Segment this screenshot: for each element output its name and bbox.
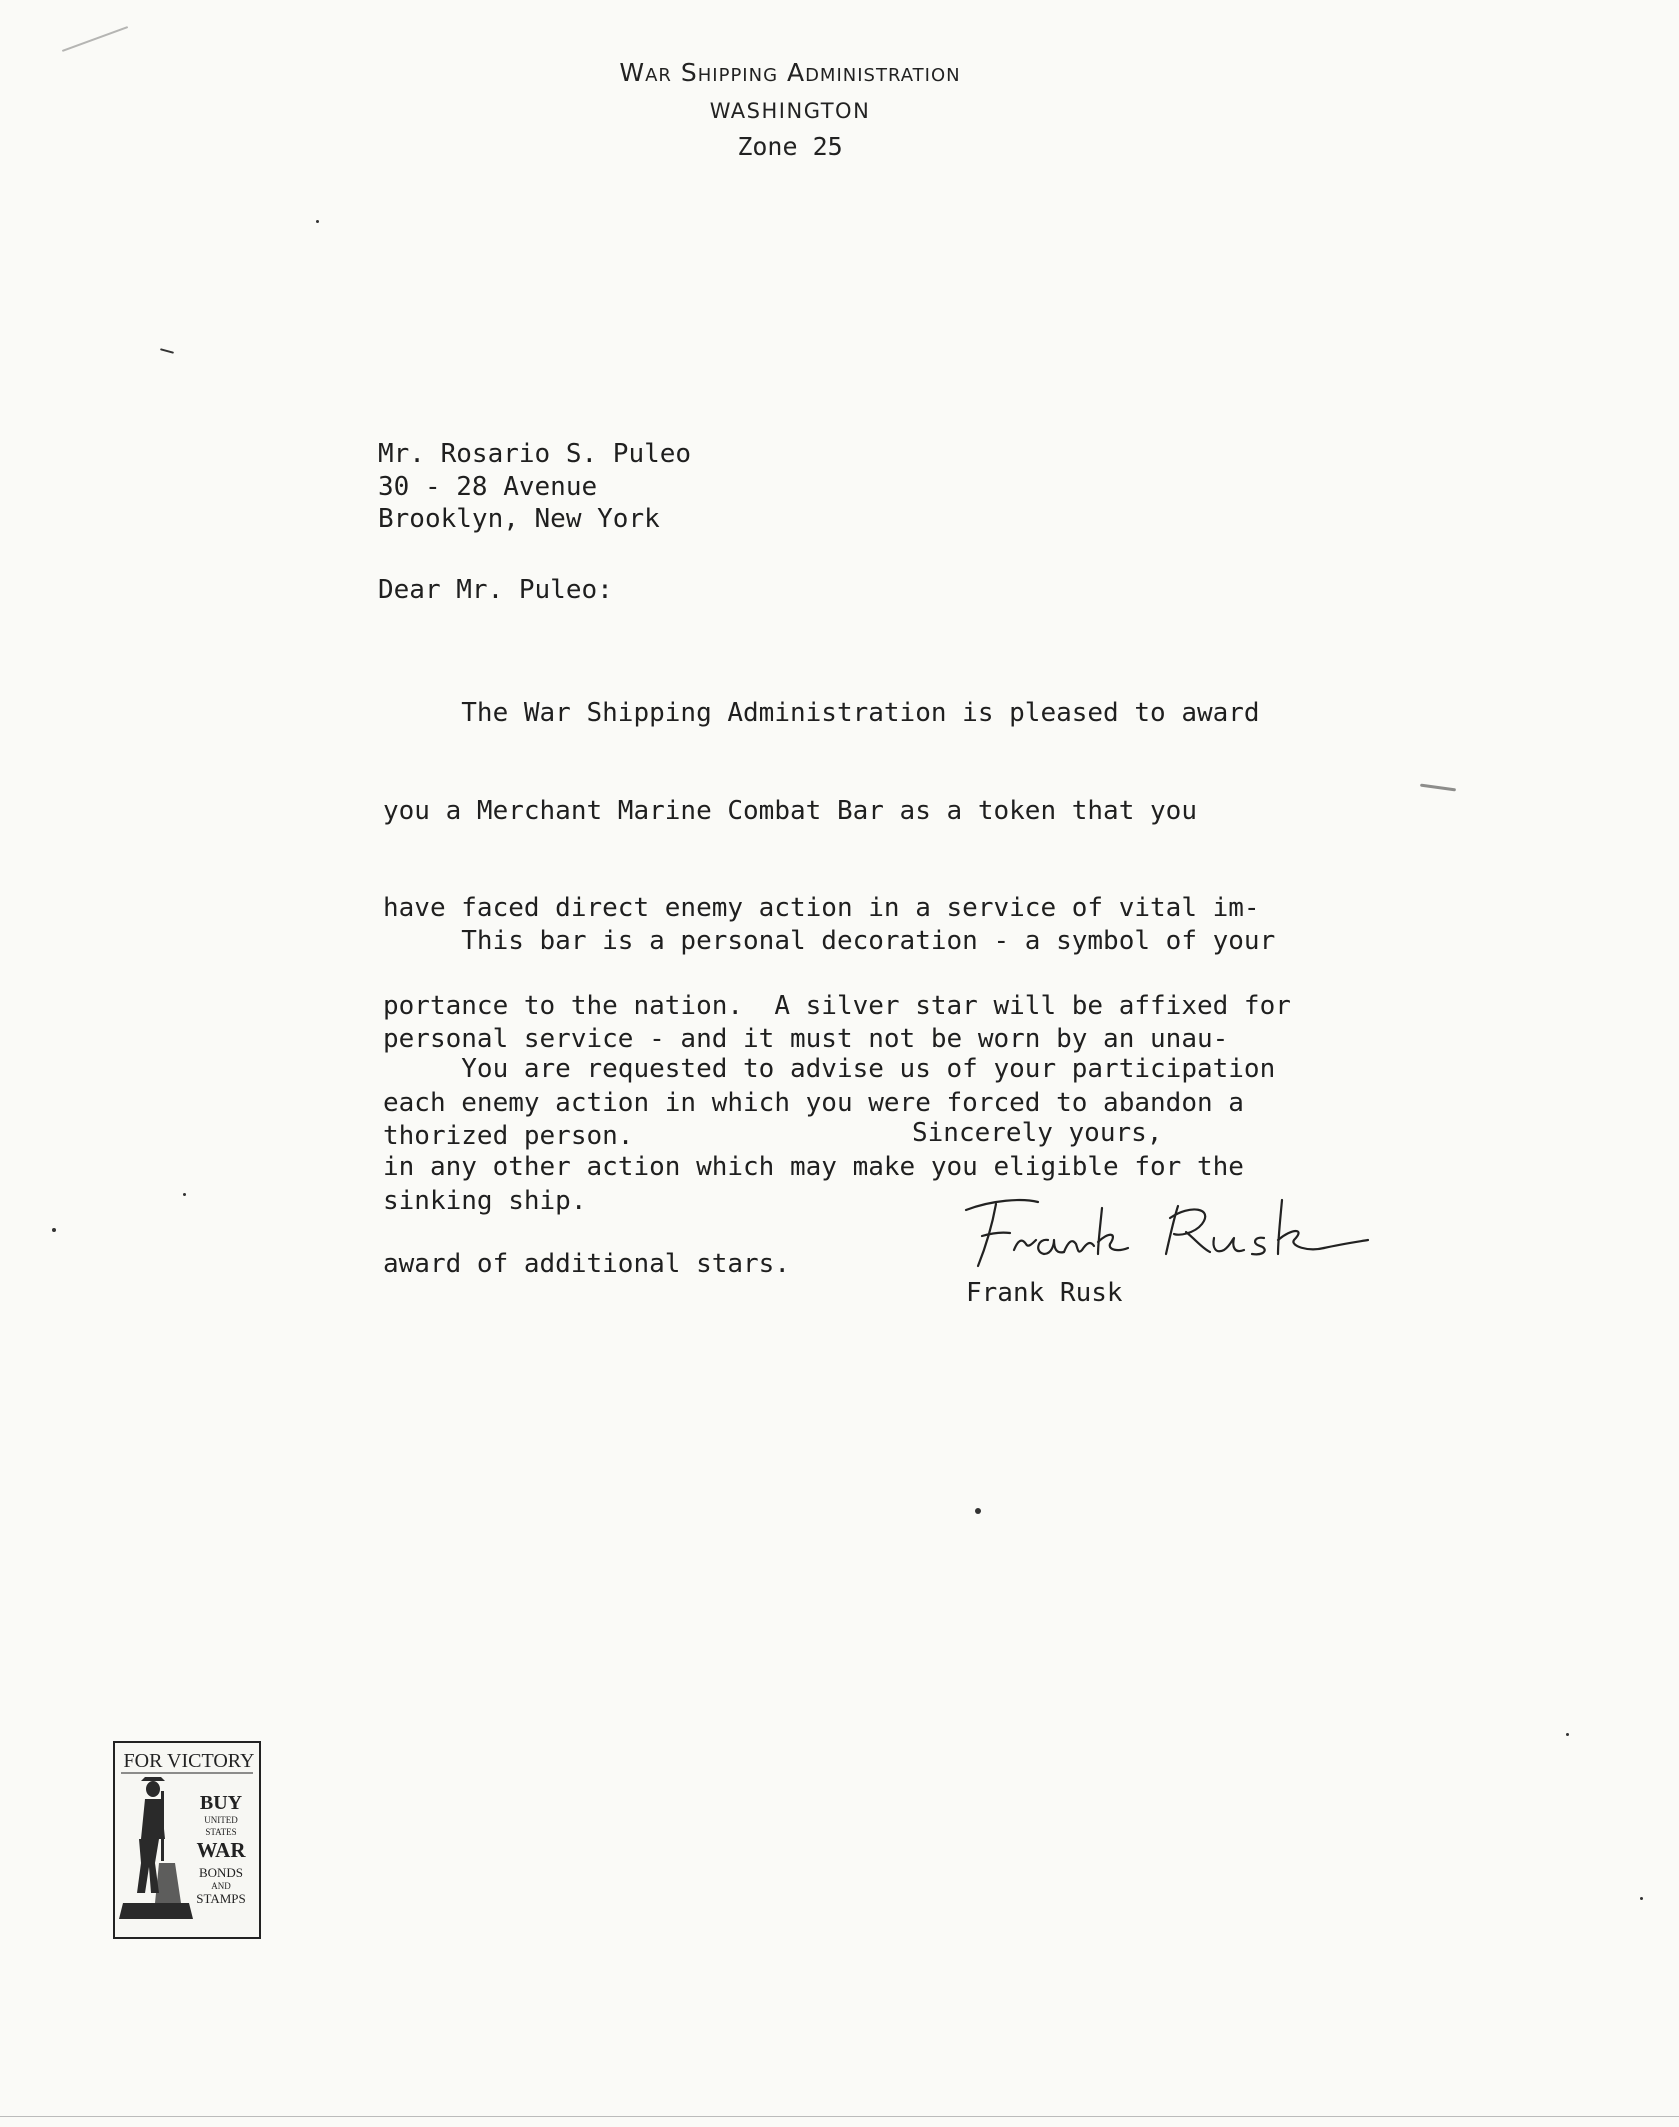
letterhead-organization: War Shipping Administration bbox=[619, 58, 961, 87]
stamp-text: STATES bbox=[205, 1827, 237, 1837]
paper-speck bbox=[52, 1228, 56, 1232]
body-line: portance to the nation. A silver star will be affixed for bbox=[383, 990, 1291, 1021]
paper-speck bbox=[62, 26, 128, 52]
paper-speck bbox=[1420, 784, 1456, 792]
signature-scribble bbox=[952, 1188, 1382, 1278]
closing: Sincerely yours, bbox=[912, 1118, 1163, 1148]
body-paragraph-3 bbox=[383, 988, 1275, 1346]
body-line: thorized person. bbox=[383, 1121, 634, 1151]
page-bottom-edge bbox=[0, 2116, 1679, 2117]
signer-name: Frank Rusk bbox=[966, 1278, 1123, 1308]
war-bonds-stamp-art bbox=[115, 1743, 259, 1937]
body-line: you a Merchant Marine Combat Bar as a token that you bbox=[383, 795, 1197, 826]
body-line: in any other action which may make you eligible for the bbox=[383, 1151, 1244, 1182]
paper-speck bbox=[1566, 1733, 1569, 1736]
war-bonds-stamp bbox=[113, 1741, 261, 1939]
body-line: You are requested to advise us of your participation bbox=[383, 1054, 1276, 1084]
handwritten-signature bbox=[952, 1188, 1382, 1283]
body-line: each enemy action in which you were forced to abandon a bbox=[383, 1088, 1244, 1118]
stamp-text: WAR bbox=[196, 1838, 246, 1862]
body-line: This bar is a personal decoration - a symbol of your bbox=[383, 926, 1276, 956]
paper-speck bbox=[316, 220, 319, 223]
paper-speck bbox=[975, 1508, 981, 1514]
body-line: award of additional stars. bbox=[383, 1249, 790, 1279]
body-line: sinking ship. bbox=[383, 1185, 587, 1216]
body-line: personal service - and it must not be worn by an unau- bbox=[383, 1023, 1229, 1054]
salutation: Dear Mr. Puleo: bbox=[378, 575, 613, 605]
paper-speck bbox=[183, 1193, 186, 1196]
recipient-city: Brooklyn, New York bbox=[378, 504, 660, 534]
recipient-address bbox=[378, 438, 691, 536]
stamp-text: BUY bbox=[199, 1792, 243, 1814]
letterhead-zone: Zone 25 bbox=[737, 132, 843, 161]
paper-speck bbox=[1640, 1897, 1643, 1900]
body-line: have faced direct enemy action in a service of vital im- bbox=[383, 893, 1260, 923]
stamp-text: BONDS bbox=[198, 1865, 244, 1880]
stamp-text: AND bbox=[211, 1881, 231, 1891]
letterhead-city: WASHINGTON bbox=[709, 99, 871, 123]
stamp-text: STAMPS bbox=[196, 1891, 246, 1906]
stamp-text: UNITED bbox=[204, 1815, 238, 1825]
paper-speck bbox=[160, 348, 174, 354]
body-line: The War Shipping Administration is pleased to award bbox=[383, 698, 1260, 728]
stamp-text: FOR VICTORY bbox=[123, 1750, 255, 1772]
minuteman-icon bbox=[119, 1777, 193, 1919]
letterhead bbox=[400, 58, 1180, 162]
recipient-name: Mr. Rosario S. Puleo bbox=[378, 439, 692, 469]
recipient-street: 30 - 28 Avenue bbox=[378, 471, 598, 502]
